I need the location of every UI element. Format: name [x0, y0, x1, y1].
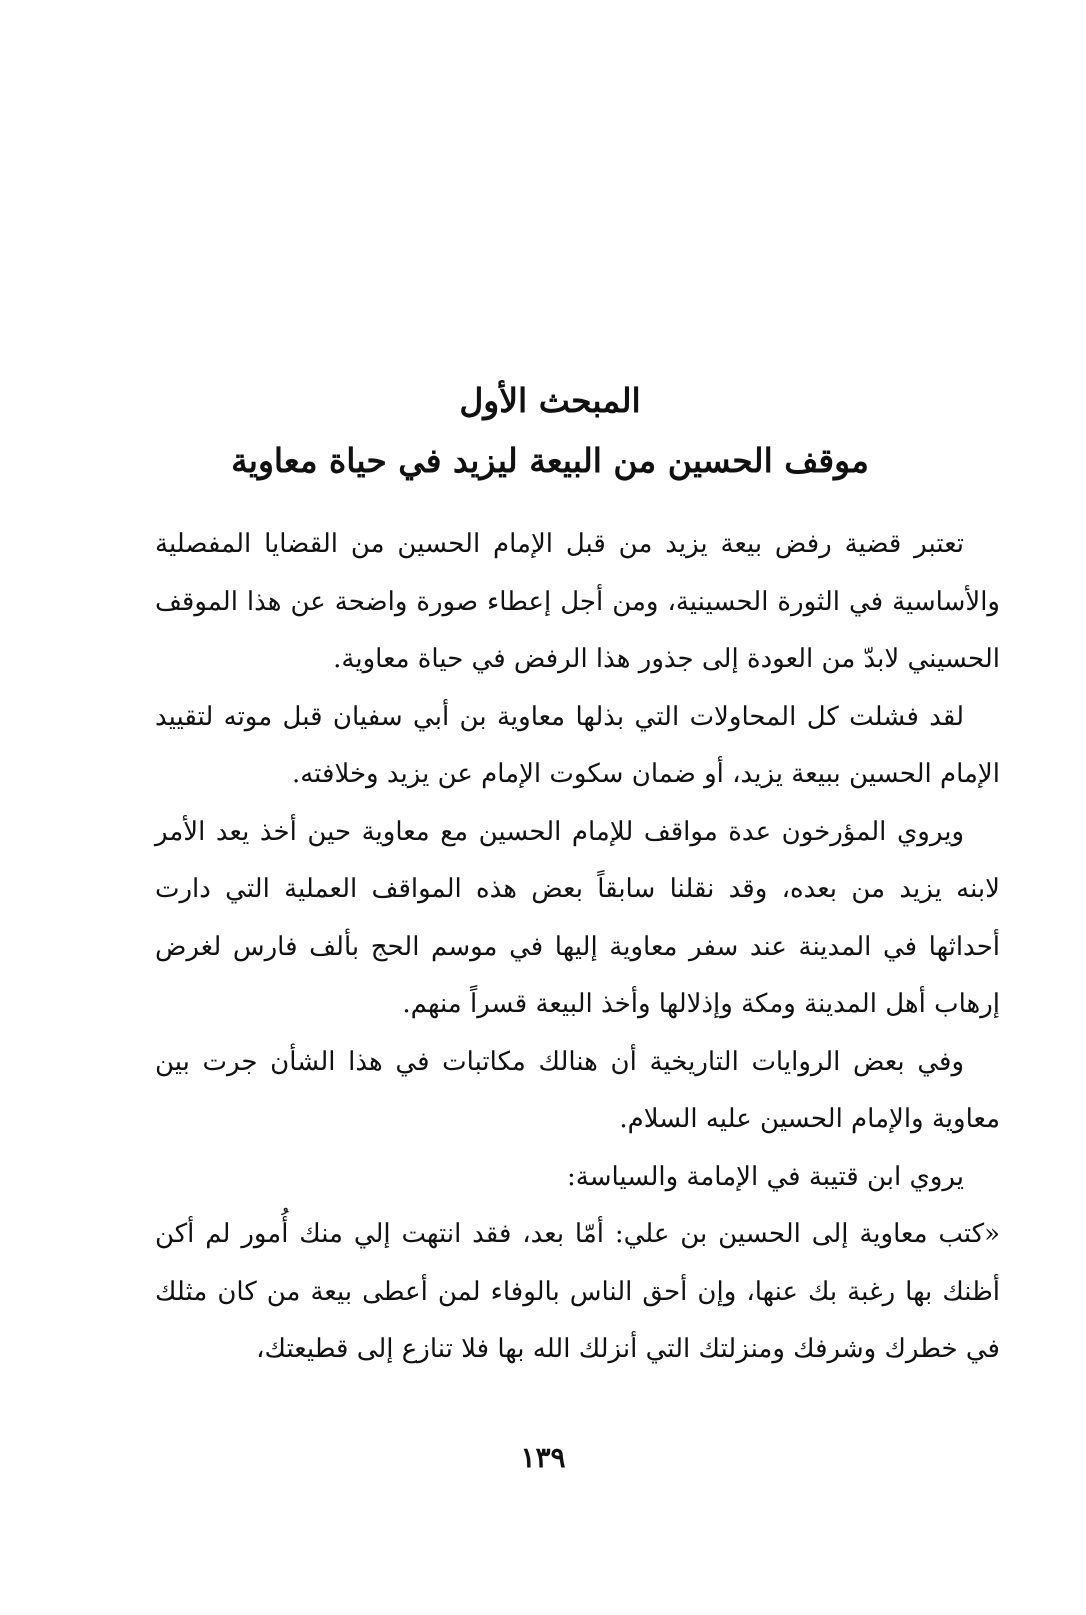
paragraph-3: ويروي المؤرخون عدة مواقف للإمام الحسين مع معاوية حين أخذ يعد الأمر لابنه يزيد من بعده، وقد نقلنا سابقاً بعض هذه المواقف العملية التي دارت أحداثها في المدينة عند سفر معاوية إليها في موسم الحج بألف فارس لغرض إرهاب أهل المدينة ومكة وإذلالها وأخذ البيعة قسراً منهم.: [155, 816, 1000, 1019]
paragraph-1: تعتبر قضية رفض بيعة يزيد من قبل الإمام الحسين من القضايا المفصلية والأساسية في الثورة الحسينية، ومن أجل إعطاء صورة واضحة عن هذا الموقف الحسيني لابدّ من العودة إلى جذور هذا الرفض في حياة معاوية.: [155, 529, 1000, 674]
paragraph-5: يروي ابن قتيبة في الإمامة والسياسة:: [567, 1161, 964, 1192]
quote-paragraph: «كتب معاوية إلى الحسين بن علي: أمّا بعد، فقد انتهت إلي منك أُمور لم أكن أظنك بها رغبة بك عنها، وإن أحق الناس بالوفاء لمن أعطى بيعة من كان مثلك في خطرك وشرفك ومنزلتك التي أنزلك الله بها فلا تنازع إلى قطيعتك،: [155, 1219, 1000, 1364]
paragraph-4: وفي بعض الروايات التاريخية أن هنالك مكاتبات في هذا الشأن جرت بين معاوية والإمام الحسين عليه السلام.: [155, 1046, 1000, 1134]
section-subtitle: موقف الحسين من البيعة ليزيد في حياة معاوية: [231, 441, 869, 480]
page-number: ١٣٩: [520, 1441, 566, 1474]
paragraph-2: لقد فشلت كل المحاولات التي بذلها معاوية بن أبي سفيان قبل موته لتقييد الإمام الحسين ببيعة يزيد، أو ضمان سكوت الإمام عن يزيد وخلافته.: [155, 701, 1000, 789]
section-title: المبحث الأول: [459, 381, 641, 420]
body-text: [155, 516, 1000, 1379]
